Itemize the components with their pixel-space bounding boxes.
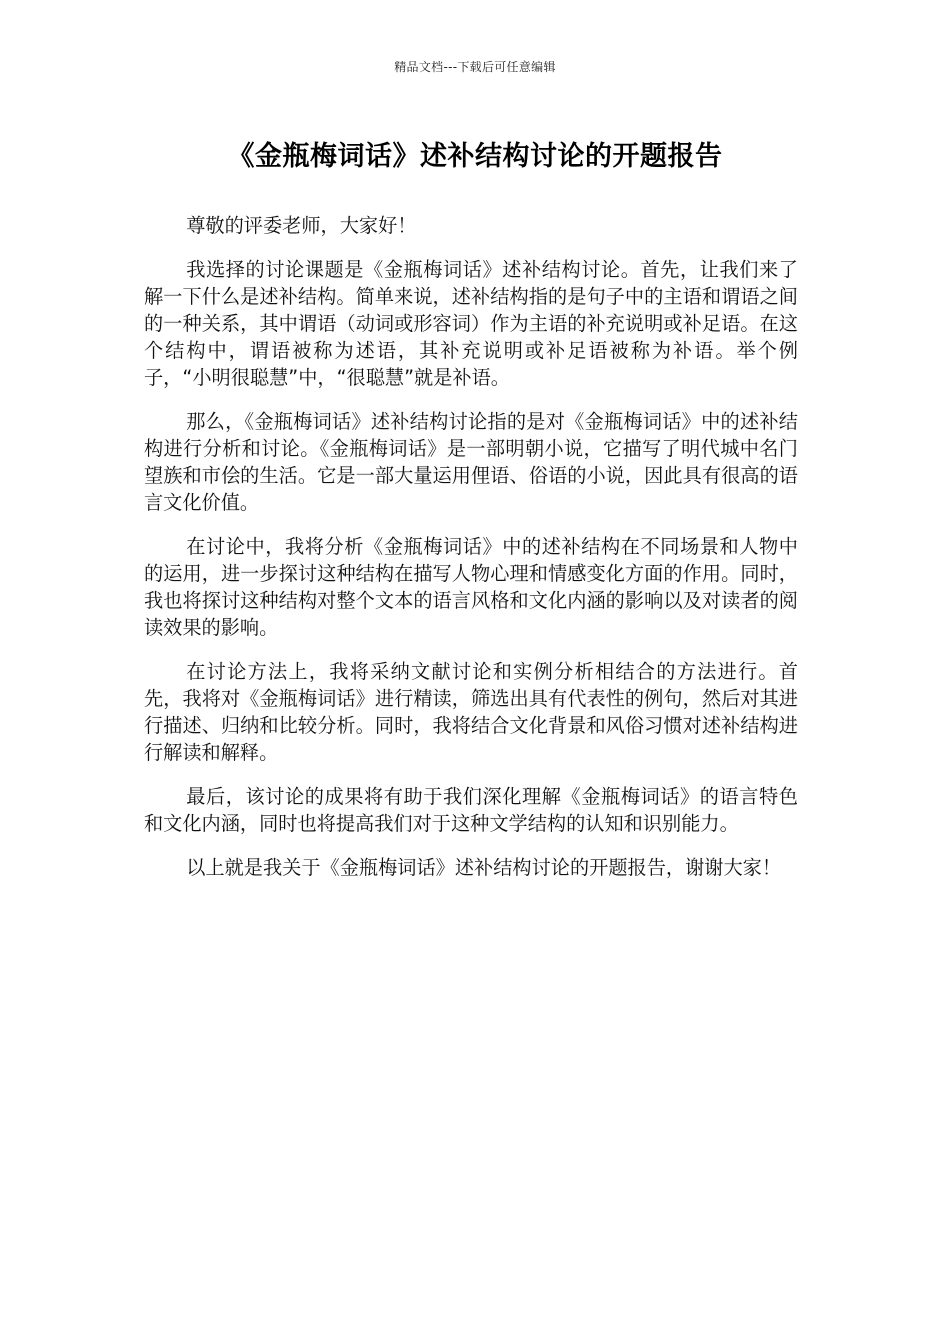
document-title: 《金瓶梅词话》述补结构讨论的开题报告 <box>227 141 723 172</box>
paragraph-research-content: 在讨论中，我将分析《金瓶梅词话》中的述补结构在不同场景和人物中的运用，进一步探讨这种结构在描写人物心理和情感变化方面的作用。同时，我也将探讨这种结构对整个文本的语言风格和文化内涵的影响以及对读者的阅读效果的影响。 <box>144 535 798 639</box>
paragraph-topic-intro: 我选择的讨论课题是《金瓶梅词话》述补结构讨论。首先，让我们来了解一下什么是述补结构。简单来说，述补结构指的是句子中的主语和谓语之间的一种关系，其中谓语（动词或形容词）作为主语的补充说明或补足语。在这个结构中，谓语被称为述语，其补充说明或补足语被称为补语。举个例子，“小明很聪慧”中，“很聪慧”就是补语。 <box>144 258 798 389</box>
paragraph-closing: 以上就是我关于《金瓶梅词话》述补结构讨论的开题报告，谢谢大家！ <box>186 856 782 879</box>
document-body <box>144 212 798 898</box>
paragraph-greeting: 尊敬的评委老师，大家好！ <box>186 214 417 237</box>
paragraph-topic-definition: 那么，《金瓶梅词话》述补结构讨论指的是对《金瓶梅词话》中的述补结构进行分析和讨论。《金瓶梅词话》是一部明朝小说，它描写了明代城中名门望族和市侩的生活。它是一部大量运用俚语、俗语的小说，因此具有很高的语言文化价值。 <box>144 410 798 514</box>
paragraph-expected-results: 最后，该讨论的成果将有助于我们深化理解《金瓶梅词话》的语言特色和文化内涵，同时也将提高我们对于这种文学结构的认知和识别能力。 <box>144 785 798 835</box>
header-note: 精品文档---下载后可任意编辑 <box>394 60 556 74</box>
paragraph-research-method: 在讨论方法上，我将采纳文献讨论和实例分析相结合的方法进行。首先，我将对《金瓶梅词话》进行精读，筛选出具有代表性的例句，然后对其进行描述、归纳和比较分析。同时，我将结合文化背景和风俗习惯对述补结构进行解读和解释。 <box>144 660 798 764</box>
